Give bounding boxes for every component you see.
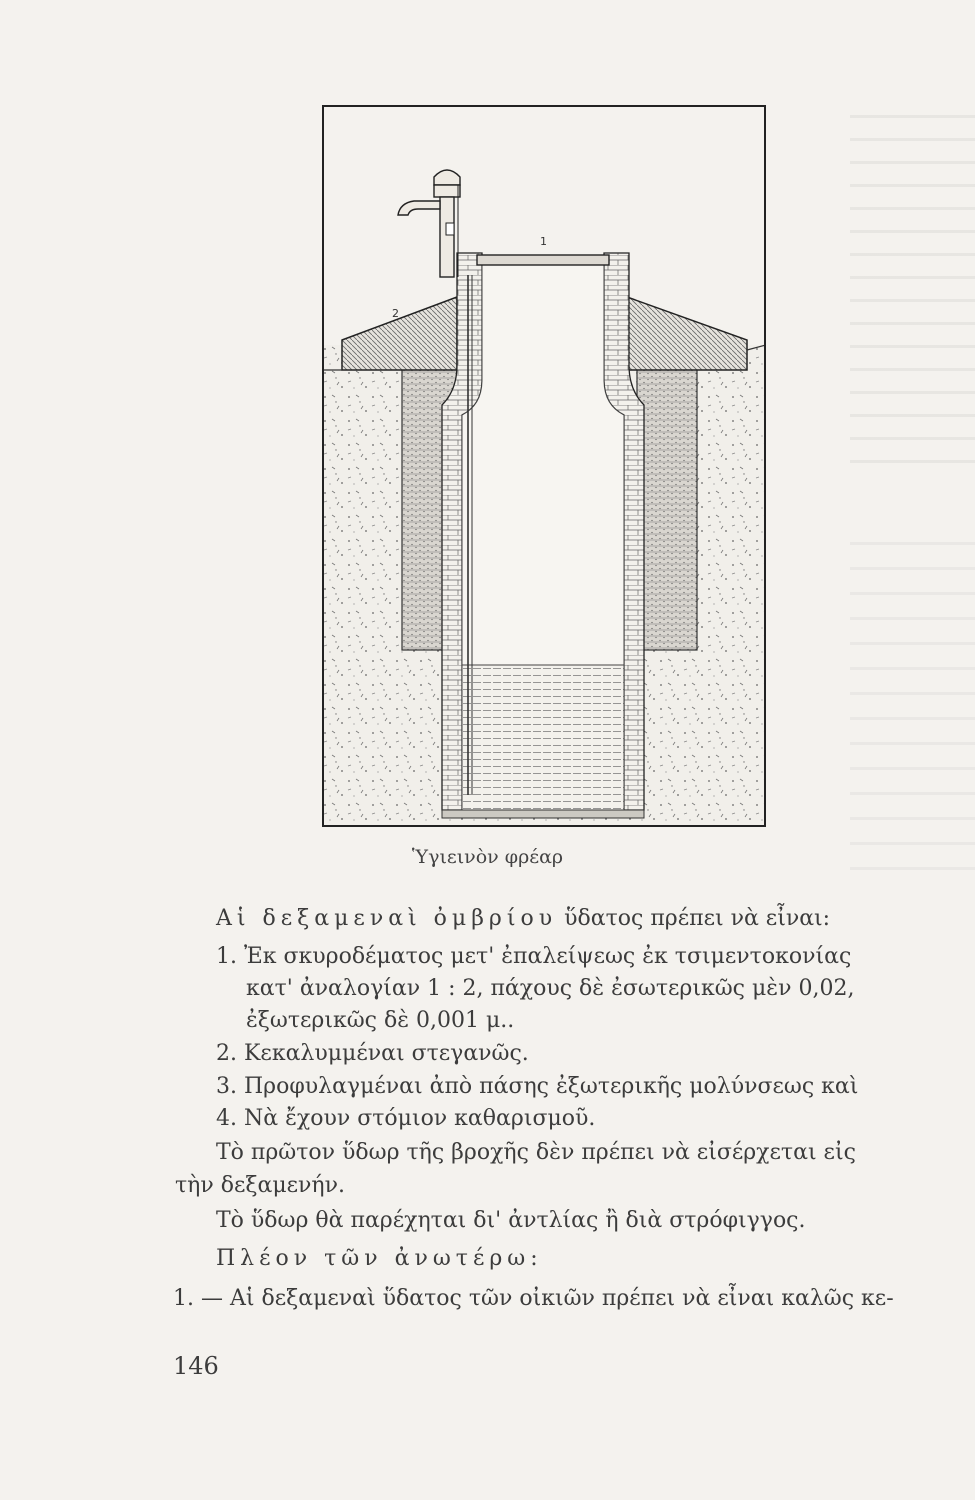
facing-page-bleed-through [850, 95, 975, 475]
figure-caption: Ὑγιεινὸν φρέαρ [411, 846, 564, 868]
paragraph-1-line-2: τὴν δεξαμενήν. [175, 1173, 345, 1198]
label-1: 1 [540, 235, 547, 248]
apron-left [342, 297, 457, 370]
label-2: 2 [392, 307, 399, 320]
water [462, 665, 624, 810]
section-heading: Πλέον τῶν ἀνωτέρω: [216, 1246, 543, 1271]
well-cover [477, 255, 609, 265]
item-1-line-1: 1. Ἐκ σκυροδέματος μετ' ἐπαλείψεως ἐκ τσιμεντοκονίας [216, 944, 852, 969]
intro-line [216, 906, 830, 931]
item-4: 4. Νὰ ἔχουν στόμιον καθαρισμοῦ. [216, 1106, 596, 1131]
paragraph-2: Τὸ ὕδωρ θὰ παρέχηται δι' ἀντλίας ἢ διὰ στρόφιγγος. [216, 1208, 806, 1233]
item-1-line-2: κατ' ἀναλογίαν 1 : 2, πάχους δὲ ἐσωτερικῶς μὲν 0,02, [246, 976, 855, 1001]
page-number: 146 [173, 1352, 219, 1380]
item-1-line-3: ἐξωτερικῶς δὲ 0,001 μ.. [246, 1008, 515, 1033]
intro-rest: ὕδατος πρέπει νὰ εἶναι: [564, 906, 831, 931]
outer-wall-right [637, 365, 697, 650]
well-bottom [442, 810, 644, 818]
facing-page-bleed-through-lower [850, 520, 975, 880]
apron-right [627, 297, 747, 370]
item-2: 2. Κεκαλυμμέναι στεγανῶς. [216, 1041, 529, 1066]
item-3: 3. Προφυλαγμέναι ἀπὸ πάσης ἐξωτερικῆς μολύνσεως καὶ [216, 1074, 859, 1099]
paragraph-1-line-1: Τὸ πρῶτον ὕδωρ τῆς βροχῆς δὲν πρέπει νὰ εἰσέρχεται εἰς [216, 1140, 856, 1165]
intro-spaced: Αἱ δεξαμεναὶ ὀμβρίου [216, 906, 558, 931]
last-line: 1. — Αἱ δεξαμεναὶ ὕδατος τῶν οἰκιῶν πρέπει νὰ εἶναι καλῶς κε- [173, 1286, 894, 1311]
well-diagram [322, 105, 766, 827]
hand-pump [398, 170, 460, 277]
well-shaft [462, 265, 624, 665]
